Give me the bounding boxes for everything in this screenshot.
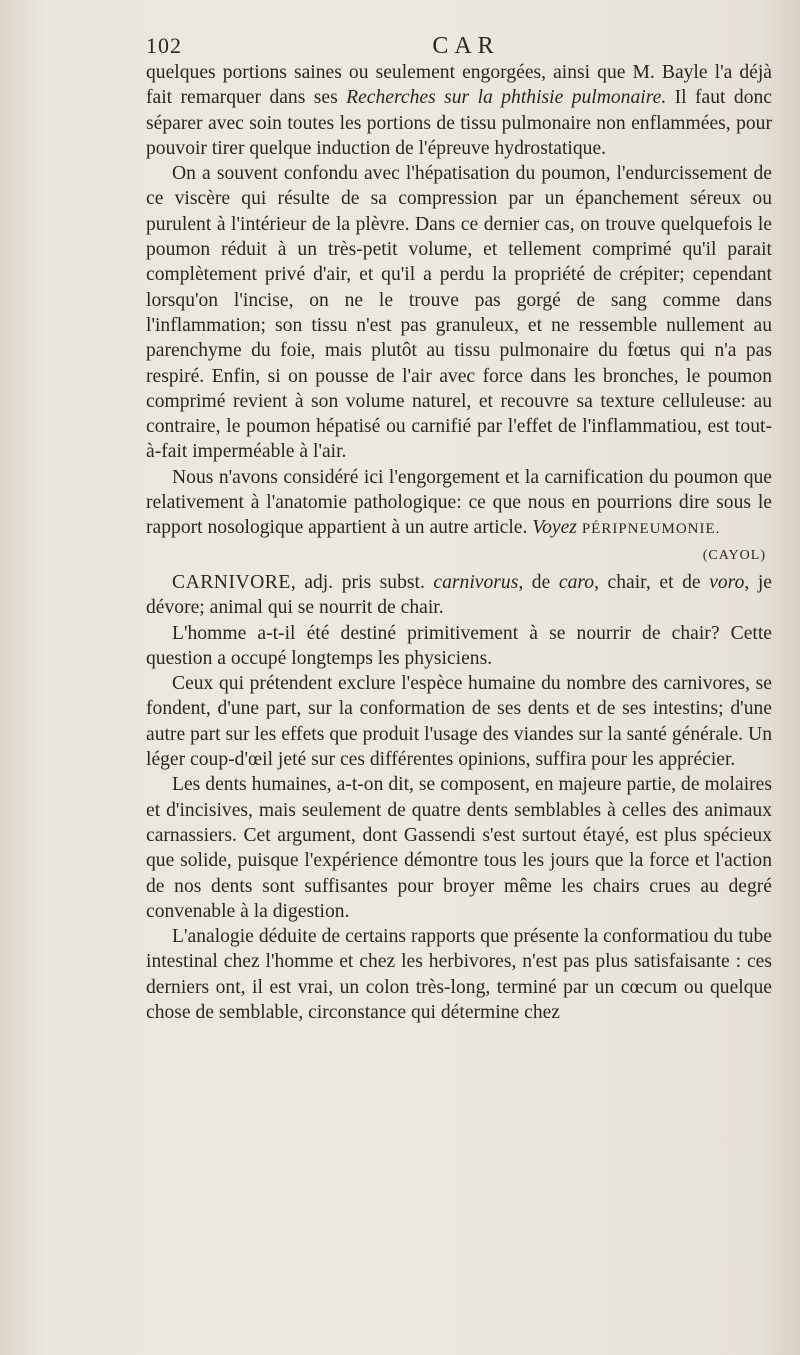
latin-term: voro xyxy=(709,571,745,593)
text-run: , je dévore; animal qui se nourrit de chair. xyxy=(146,571,773,619)
latin-term: carnivorus xyxy=(433,571,519,593)
page-header xyxy=(146,30,786,62)
page-number: 102 xyxy=(146,33,182,58)
running-head: CAR xyxy=(432,33,500,59)
dictionary-entry-head xyxy=(146,570,772,621)
paragraph: Les dents humaines, a-t-on dit, se composent, en majeure partie, de molaires et d'incisives, mais seulement de quatre dents semblables à celles des animaux carnassiers. Cet argument, dont Gassendi s'est surtout étayé, est plus spécieux que solide, puisque l'expérience démontre tous les jours que la force et l'action de nos dents sont suffisantes pour broyer même les chairs crues au degré convenable à la digestion. xyxy=(146,774,772,922)
body-text xyxy=(146,60,772,1025)
cross-reference: PÉRIPNEUMONIE. xyxy=(581,521,721,538)
paragraph: L'analogie déduite de certains rapports que présente la conformatiou du tube intestinal chez l'homme et chez les herbivores, n'est pas plus satisfaisante : ces derniers ont, il est vrai, un colon très-long, terminé par un cœcum ou quelque chose de semblable, circonstance qui détermine chez xyxy=(146,926,772,1023)
paragraph xyxy=(146,465,772,543)
text-run: , chair, et de xyxy=(594,571,710,593)
paragraph: Ceux qui prétendent exclure l'espèce humaine du nombre des carnivores, se fondent, d'une part, sur la conformation de ses dents et de ses intestins; d'une autre part sur les effets que produit l'usage des viandes sur la santé générale. Un léger coup-d'œil jeté sur ces différentes opinions, suffira pour les apprécier. xyxy=(146,673,772,771)
book-title: Recherches sur la phthisie pulmonaire. xyxy=(346,87,667,109)
text-run: Nous n'avons considéré ici l'engorgement et la carnification du poumon que relativement à l'anatomie pathologique: ce que nous en pourrions dire sous le rapport nosologique appartient à un autre article. xyxy=(146,466,772,539)
latin-term: caro xyxy=(558,571,595,593)
entry-lemma: CARNIVORE xyxy=(172,571,291,593)
paragraph: L'homme a-t-il été destiné primitivement à se nourrir de chair? Cette question a occupé longtemps les physiciens. xyxy=(146,622,772,669)
text-run: , de xyxy=(518,571,559,593)
text-run: Il faut donc séparer avec soin toutes les portions de tissu pulmonaire non enflammées, pour pouvoir tirer quelque induction de l'épreuve hydrostatique. xyxy=(146,87,772,159)
text-run: , adj. pris subst. xyxy=(290,571,434,593)
paragraph-continued xyxy=(146,60,772,161)
text-run: quelques portions saines ou seulement engorgées, ainsi que M. Bayle l'a déjà fait remarquer dans ses xyxy=(146,62,772,109)
paragraph: On a souvent confondu avec l'hépatisation du poumon, l'endurcissement de ce viscère qui résulte de sa compression par un épanchement séreux ou purulent à l'intérieur de la plèvre. Dans ce dernier cas, on trouve quelquefois le poumon réduit à un très-petit volume, et tellement comprimé qu'il parait complètement privé d'air, et qu'il a perdu la propriété de crépiter; cependant lorsqu'on l'incise, on ne le trouve pas gorgé de sang comme dans l'inflammation; son tissu n'est pas granuleux, et ne ressemble nullement au parenchyme du foie, mais plutôt au tissu pulmonaire du fœtus qui n'a pas respiré. Enfin, si on pousse de l'air avec force dans les bronches, le poumon comprimé revient à son volume naturel, et recouvre sa texture celluleuse: au contraire, le poumon hépatisé ou carnifié par l'effet de l'inflammatiou, est tout-à-fait imperméable à l'air. xyxy=(146,163,772,463)
author-signature: (CAYOL) xyxy=(702,547,766,563)
cross-ref-voyez: Voyez xyxy=(532,517,577,539)
